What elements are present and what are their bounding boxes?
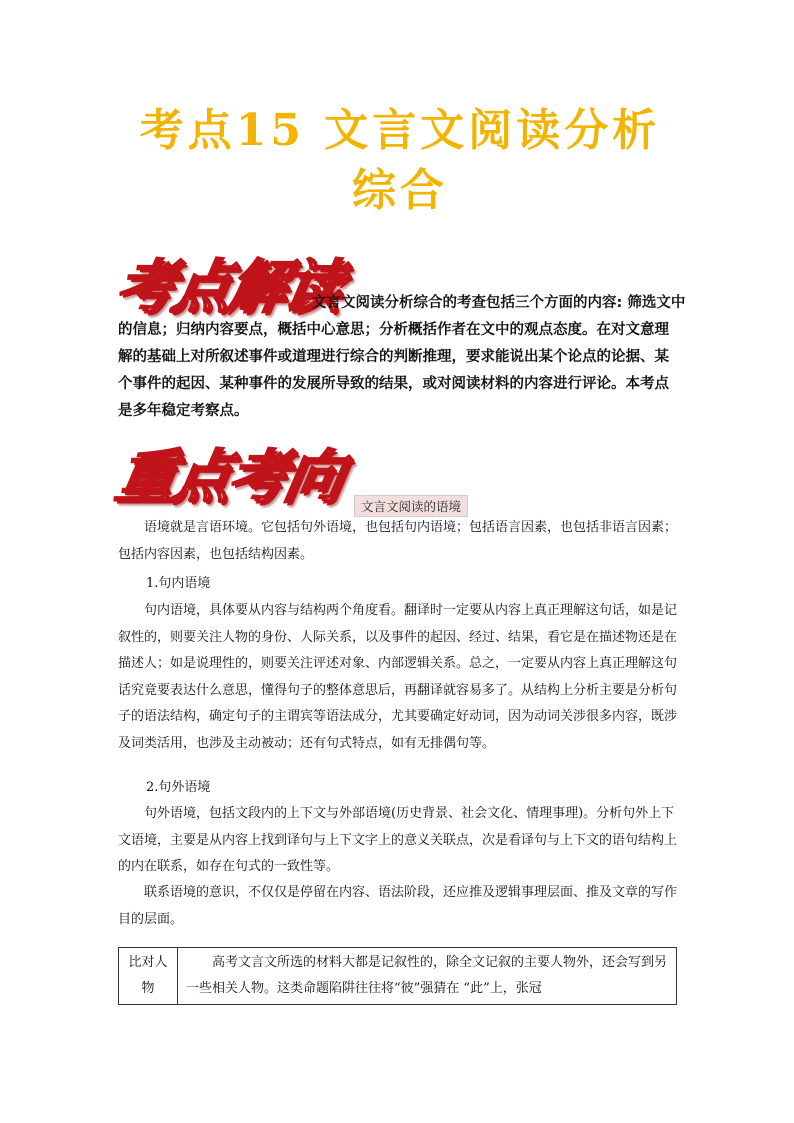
intro-paragraph: 的信息；归纳内容要点，概括中心意思；分析概括作者在文中的观点态度。在对文意理解的基础上对所叙述事件或道理进行综合的判断推理，要求能说出某个论点的论据、某个事件的起因、某种事件的发展所导致的结果，或对阅读材料的内容进行评论。本考点是多年稳定考察点。: [118, 322, 669, 419]
paragraph-inner-context: 句内语境，具体要从内容与结构两个角度看。翻译时一定要从内容上真正理解这句话，如是记叙性的，则要关注人物的身份、人际关系，以及事件的起因、经过、结果，看它是在描述物还是在描述人；如是说理性的，则要关注评述对象、内部逻辑关系。总之，一定要从内容上真正理解这句话究竟要表达什么意思，懂得句子的整体意思后，再翻译就容易多了。从结构上分析主要是分析句子的语法结构，确定句子的主谓宾等语法成分，尤其要确定好动词，因为动词关涉很多内容，既涉及词类活用，也涉及主动被动；还有句式特点，如有无排偶句等。: [118, 603, 678, 751]
heading-outer-context: 2.句外语境: [146, 780, 211, 795]
paragraph-outer-context: 句外语境，包括文段内的上下文与外部语境(历史背景、社会文化、情理事理)。分析句外上下文语境，主要是从内容上找到译句与上下文字上的意义关联点，次是看译句与上下文的语句结构上的内在联系，如存在句式的一致性等。: [118, 806, 678, 874]
paragraph-context-awareness: 联系语境的意识，不仅仅是停留在内容、语法阶段，还应推及逻辑事理层面、推及文章的写作目的层面。: [118, 885, 678, 927]
table-label-cell: 比对人物: [119, 948, 178, 1005]
interpretation-badge: 考点解读: [111, 253, 348, 321]
table-row: [119, 948, 677, 1005]
section-subheading: 文言文阅读的语境: [354, 495, 468, 517]
intro-first-line: 文言文阅读分析综合的考查包括三个方面的内容: 筛选文中: [312, 295, 686, 311]
page-title-line2: 综合: [352, 165, 448, 216]
page-title-line1: 考点15 文言文阅读分析: [139, 105, 661, 156]
table-text-cell: 高考文言文所选的材料大都是记叙性的，除全文记叙的主要人物外，还会写到另一些相关人物。这类命题陷阱往往将“彼”强猜在 “此”上，张冠: [178, 948, 677, 1005]
paragraph-context-definition: 语境就是言语环境。它包括句外语境，也包括句内语境；包括语言因素，也包括非语言因素；包括内容因素，也包括结构因素。: [118, 520, 678, 562]
focus-badge: 重点考向: [111, 443, 348, 511]
heading-inner-context: 1.句内语境: [146, 576, 211, 591]
comparison-table: [118, 947, 677, 1005]
